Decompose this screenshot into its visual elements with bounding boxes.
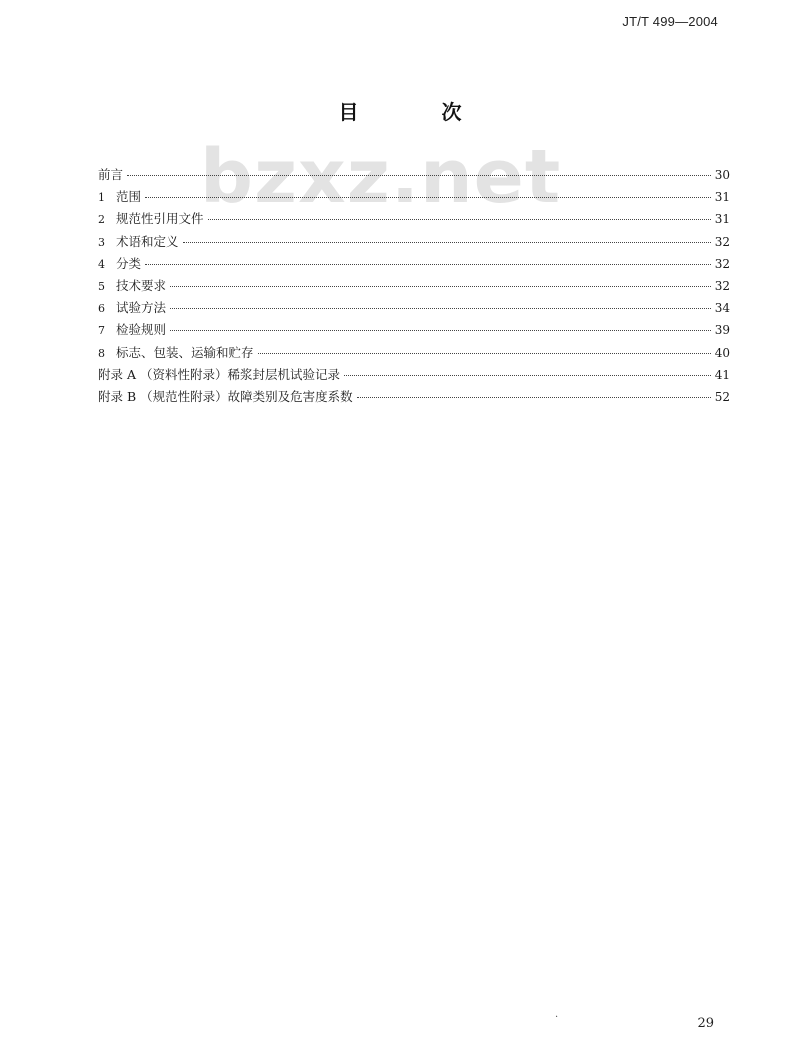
toc-item[interactable] [98,231,730,253]
toc-item-label: 分类 [116,255,142,271]
toc-item-label: 标志、包装、运输和贮存 [116,344,254,360]
toc-item[interactable] [98,386,730,408]
toc-item-page: 32 [714,234,730,249]
toc-item-page: 41 [714,367,730,382]
toc-item[interactable] [98,297,730,319]
dot-leader [258,353,711,354]
dot-leader [145,264,711,265]
dot-leader [357,397,711,398]
toc-item-number: 2 [98,213,105,227]
toc-item-label: 试验方法 [116,300,167,316]
toc-item-number: 3 [98,235,105,249]
toc-item-label: 术语和定义 [116,233,179,249]
dot-leader [208,219,711,220]
toc-item-page: 40 [714,345,730,360]
dot-leader [170,286,711,287]
toc-item[interactable] [98,275,730,297]
toc-item[interactable] [98,342,730,364]
toc-item-page: 32 [714,256,730,271]
toc-item[interactable] [98,364,730,386]
toc-item-number: 8 [98,346,105,360]
dot-leader [127,175,711,176]
toc-item[interactable] [98,186,730,208]
page-title: 目 次 [338,100,500,124]
toc-item[interactable] [98,208,730,230]
dot-leader [183,242,711,243]
toc-item-page: 31 [714,190,730,205]
toc-item[interactable] [98,253,730,275]
toc-item-page: 30 [714,168,730,182]
page-number: 29 [697,1016,714,1031]
toc-item-label: 技术要求 [116,277,167,293]
dot-leader [145,197,711,198]
table-of-contents [98,164,730,408]
toc-item-label: 规范性引用文件 [116,211,204,227]
toc-item-label: 附录 A （资料性附录）稀浆封层机试验记录 [98,366,340,382]
toc-item-number: 7 [98,324,105,338]
toc-item-page: 39 [714,323,730,338]
toc-item-label: 范围 [116,189,142,205]
toc-item-label: 附录 B （规范性附录）故障类别及危害度系数 [98,388,353,404]
toc-item-page: 32 [714,278,730,293]
toc-item[interactable] [98,164,730,186]
standard-code: JT/T 499—2004 [622,14,718,29]
footer-mark: · [555,1012,559,1023]
toc-item-number: 1 [98,191,105,205]
toc-item-number: 4 [98,257,105,271]
toc-item[interactable] [98,319,730,341]
toc-item-page: 31 [714,212,730,227]
dot-leader [170,330,711,331]
toc-item-number: 6 [98,302,105,316]
toc-item-label: 前言 [98,167,124,182]
toc-item-number: 5 [98,279,105,293]
toc-item-label: 检验规则 [116,322,167,338]
toc-item-page: 34 [714,301,730,316]
watermark: bzxz.net [200,134,562,220]
dot-leader [170,308,711,309]
dot-leader [344,375,711,376]
toc-item-page: 52 [714,389,730,404]
